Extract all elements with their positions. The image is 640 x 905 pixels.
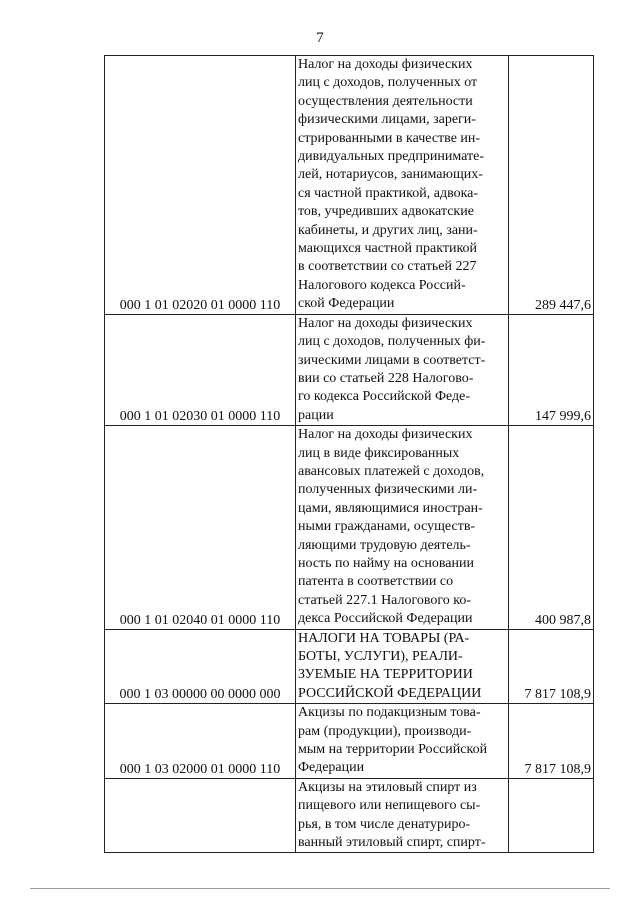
description-line: полученных физическими ли-	[298, 482, 478, 498]
description-line: кабинеты, и других лиц, зани-	[298, 222, 478, 238]
description-line: НАЛОГИ НА ТОВАРЫ (РА-	[298, 630, 470, 646]
description-line: осуществления деятельности	[298, 93, 473, 109]
table-row	[105, 704, 594, 779]
table-row	[105, 778, 594, 853]
page-bottom-rule	[30, 888, 610, 889]
description-line: ской Федерации	[298, 296, 395, 312]
description-line: Налог на доходы физических	[298, 57, 473, 72]
description-line: пищевого или непищевого сы-	[298, 798, 481, 814]
page-number: 7	[316, 30, 324, 46]
description-line: статьей 227.1 Налогового ко-	[298, 592, 472, 608]
table-row	[105, 629, 594, 704]
description-line: в соответствии со статьей 227	[298, 259, 477, 275]
budget-revenue-table	[104, 55, 594, 853]
description-line: Налог на доходы физических	[298, 315, 473, 331]
row-description-cell	[296, 629, 509, 704]
row-code-cell: 000 1 01 02030 01 0000 110	[105, 314, 296, 425]
row-description-cell	[296, 426, 509, 629]
row-amount-cell: 147 999,6	[509, 314, 594, 425]
description-line: стрированными в качестве ин-	[298, 130, 481, 146]
description-line: рации	[298, 407, 334, 423]
description-line: ЗУЕМЫЕ НА ТЕРРИТОРИИ	[298, 667, 473, 683]
row-code-cell	[105, 778, 296, 853]
row-description-cell	[296, 56, 509, 315]
table-row	[105, 314, 594, 425]
description-line: вии со статьей 228 Налогово-	[298, 370, 474, 386]
description-line: лиц с доходов, полученных фи-	[298, 334, 486, 350]
description-line: цами, являющимися иностран-	[298, 500, 483, 516]
description-line: рья, в том числе денатуриро-	[298, 816, 471, 832]
row-amount-cell: 7 817 108,9	[509, 704, 594, 779]
description-line: РОССИЙСКОЙ ФЕДЕРАЦИИ	[298, 685, 482, 701]
description-line: патента в соответствии со	[298, 574, 454, 590]
description-line: ляющими трудовую деятель-	[298, 537, 471, 553]
description-line: Акцизы по подакцизным това-	[298, 705, 481, 721]
row-description-cell	[296, 704, 509, 779]
row-description-cell	[296, 314, 509, 425]
description-line: рам (продукции), производи-	[298, 723, 472, 739]
description-line: декса Российской Федерации	[298, 611, 473, 627]
row-amount-cell: 400 987,8	[509, 426, 594, 629]
description-line: ся частной практикой, адвока-	[298, 185, 479, 201]
description-line: дивидуальных предпринимате-	[298, 149, 484, 165]
row-code-cell: 000 1 03 02000 01 0000 110	[105, 704, 296, 779]
description-line: БОТЫ, УСЛУГИ), РЕАЛИ-	[298, 649, 463, 664]
row-code-cell: 000 1 01 02040 01 0000 110	[105, 426, 296, 629]
row-description-cell	[296, 778, 509, 853]
description-line: ными гражданами, осуществ-	[298, 519, 476, 535]
row-code-cell: 000 1 03 00000 00 0000 000	[105, 629, 296, 704]
row-amount-cell: 7 817 108,9	[509, 629, 594, 704]
table-row	[105, 426, 594, 629]
row-code-cell: 000 1 01 02020 01 0000 110	[105, 56, 296, 315]
description-line: лиц в виде фиксированных	[298, 445, 460, 461]
description-line: ванный этиловый спирт, спирт-	[298, 835, 486, 851]
description-line: мым на территории Российской	[298, 742, 488, 758]
description-line: авансовых платежей с доходов,	[298, 463, 485, 479]
description-line: ность по найму на основании	[298, 555, 474, 571]
description-line: Акцизы на этиловый спирт из	[298, 779, 477, 795]
description-line: мающихся частной практикой	[298, 241, 478, 257]
description-line: физическими лицами, зареги-	[298, 112, 476, 128]
description-line: лиц с доходов, полученных от	[298, 75, 478, 91]
description-line: Налог на доходы физических	[298, 427, 473, 443]
table-row	[105, 56, 594, 315]
row-amount-cell	[509, 778, 594, 853]
row-amount-cell: 289 447,6	[509, 56, 594, 315]
description-line: зическими лицами в соответст-	[298, 352, 486, 368]
description-line: Федерации	[298, 760, 365, 776]
description-line: тов, учредивших адвокатские	[298, 204, 474, 220]
description-line: го кодекса Российской Феде-	[298, 389, 471, 405]
description-line: Налогового кодекса Россий-	[298, 277, 466, 293]
description-line: лей, нотариусов, занимающих-	[298, 167, 483, 183]
table-body	[105, 56, 594, 853]
